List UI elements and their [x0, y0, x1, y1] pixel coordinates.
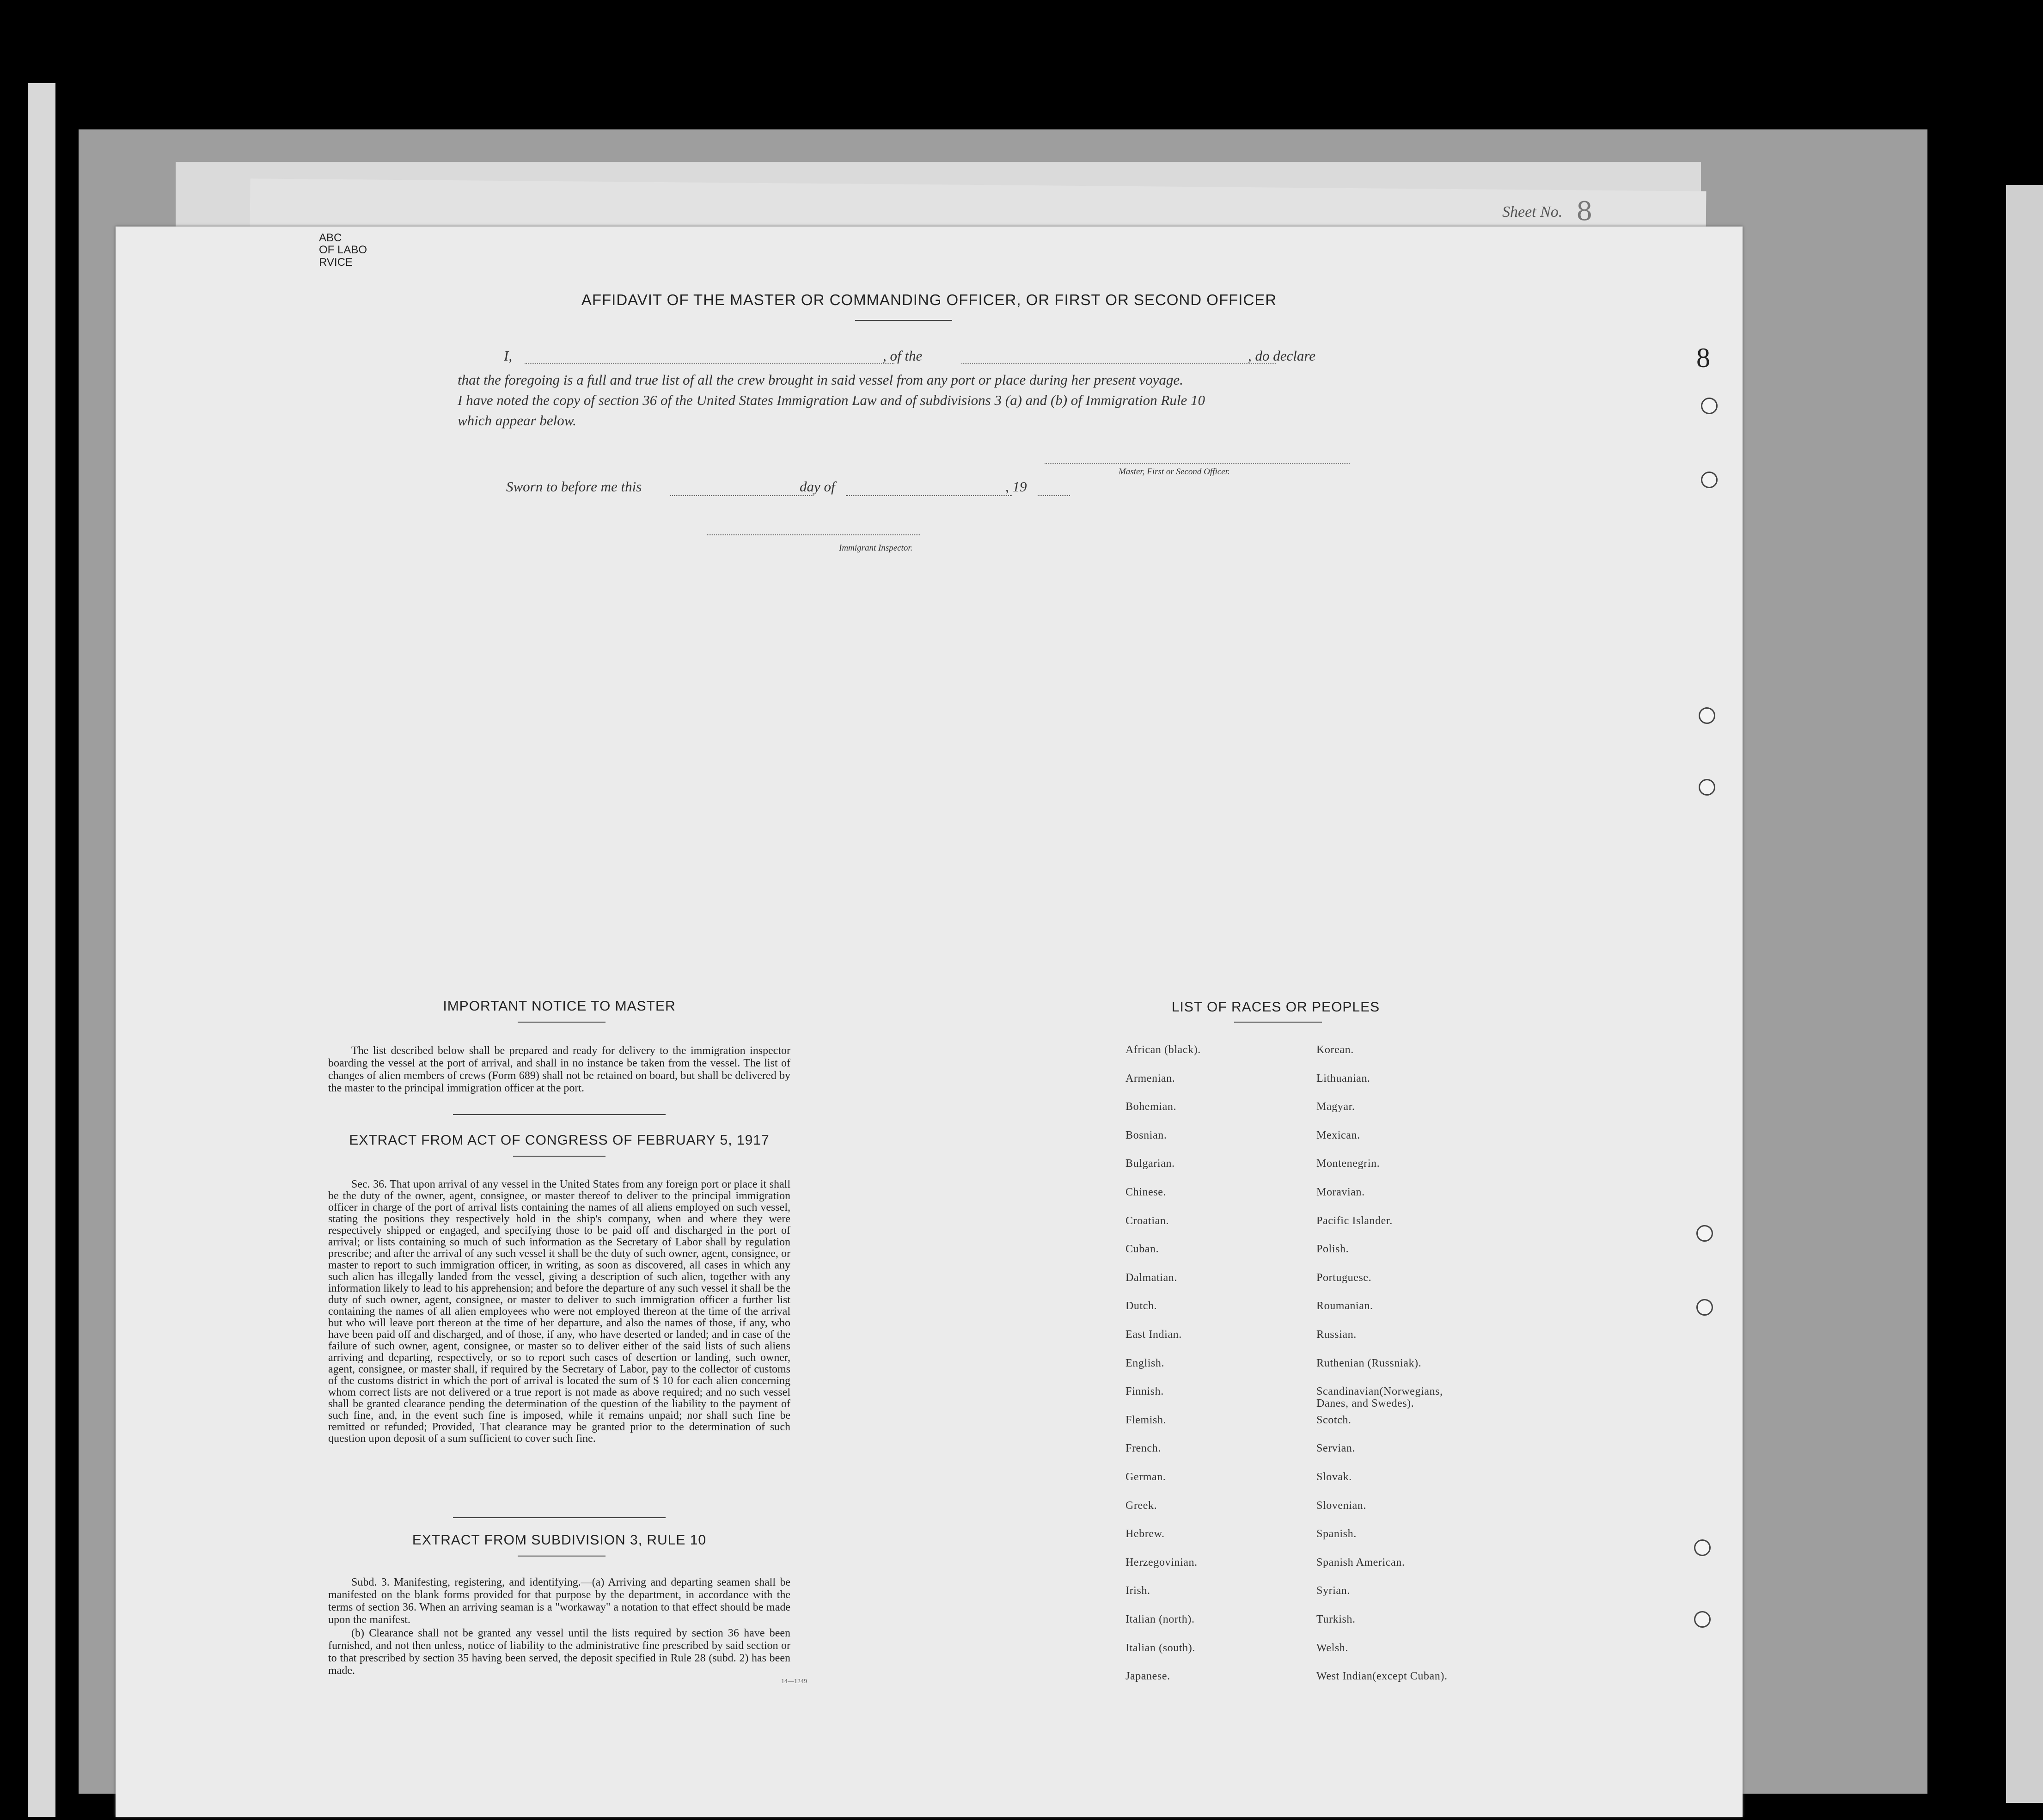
race-item: Syrian.: [1316, 1585, 1350, 1597]
race-item: Slovenian.: [1316, 1499, 1366, 1512]
race-item: Turkish.: [1316, 1613, 1356, 1625]
inspector-signature-line: [707, 534, 920, 535]
race-item: Montenegrin.: [1316, 1158, 1380, 1170]
sworn-label: Sworn to before me this: [506, 478, 642, 495]
day-blank: [670, 495, 814, 496]
corner-stamp-line: OF LABO: [319, 244, 367, 257]
binder-hole: [1699, 779, 1715, 796]
race-item: Polish.: [1316, 1243, 1349, 1256]
notice-rule: [518, 1022, 606, 1023]
notice-title: IMPORTANT NOTICE TO MASTER: [443, 999, 676, 1014]
year-label: , 19: [1005, 478, 1027, 495]
race-item: Scotch.: [1316, 1414, 1352, 1426]
binder-hole: [1701, 398, 1718, 414]
race-item: West Indian(except Cuban).: [1316, 1670, 1448, 1683]
race-item: East Indian.: [1125, 1329, 1182, 1341]
race-item: Moravian.: [1316, 1186, 1365, 1198]
race-item: Lithuanian.: [1316, 1072, 1370, 1085]
master-caption: Master, First or Second Officer.: [1119, 467, 1230, 477]
race-item: Dalmatian.: [1125, 1271, 1177, 1284]
race-item: Dutch.: [1125, 1300, 1157, 1312]
affidavit-i: I,: [504, 348, 513, 364]
edge-sheet-number: 8: [1696, 343, 1710, 373]
sheet-number-label: Sheet No.: [1502, 203, 1563, 221]
races-rule: [1234, 1022, 1322, 1023]
affidavit-title: AFFIDAVIT OF THE MASTER OR COMMANDING OFFICER, OR FIRST OR SECOND OFFICER: [581, 291, 1277, 308]
binder-hole: [1694, 1611, 1711, 1628]
corner-stamp-line: ABC: [319, 232, 342, 244]
adjacent-page-edge: [2006, 185, 2043, 1803]
notice-text: The list described below shall be prepared and ready for delivery to the immigration inspector boarding the vessel at the port of arrival, and shall in no instance be taken from the vessel. The list of changes of alien members of crews (Form 689) shall not be retained on board, but shall be delivered by the master to the principal immigration officer at the port.: [328, 1045, 790, 1094]
day-of-label: day of: [800, 478, 835, 495]
race-item: French.: [1125, 1442, 1161, 1455]
master-signature-line: [1045, 462, 1350, 464]
race-item: African (black).: [1125, 1044, 1201, 1056]
race-item: Magyar.: [1316, 1101, 1355, 1113]
section-rule: [453, 1114, 666, 1115]
corner-stamp: [319, 232, 367, 269]
extract1-title: EXTRACT FROM ACT OF CONGRESS OF FEBRUARY 5, 1917: [349, 1133, 770, 1148]
adjacent-page-edge: [28, 83, 55, 1817]
race-item: Pacific Islander.: [1316, 1214, 1393, 1227]
affidavit-body: [458, 370, 1373, 431]
race-item: Cuban.: [1125, 1243, 1159, 1256]
binder-hole: [1694, 1539, 1711, 1556]
vessel-blank: [961, 363, 1276, 364]
race-item: Servian.: [1316, 1442, 1356, 1455]
race-item: Hebrew.: [1125, 1528, 1165, 1540]
race-item: Spanish.: [1316, 1528, 1357, 1540]
race-item: Scandinavian(Norwegians, Danes, and Swedes).: [1316, 1385, 1443, 1410]
month-blank: [846, 495, 1012, 496]
corner-stamp-line: RVICE: [319, 256, 353, 269]
year-blank: [1038, 495, 1070, 496]
race-item: Irish.: [1125, 1585, 1150, 1597]
binder-hole: [1699, 707, 1715, 724]
extract1-rule: [513, 1156, 606, 1157]
form-number: 14—1249: [781, 1678, 807, 1685]
race-item: Armenian.: [1125, 1072, 1175, 1085]
races-title: LIST OF RACES OR PEOPLES: [1171, 999, 1380, 1015]
race-item: Japanese.: [1125, 1670, 1170, 1683]
affidavit-of-the: , of the: [883, 348, 923, 364]
race-item: Welsh.: [1316, 1642, 1348, 1654]
extract2-title: EXTRACT FROM SUBDIVISION 3, RULE 10: [412, 1532, 707, 1548]
race-item: Bohemian.: [1125, 1101, 1177, 1113]
race-item: Roumanian.: [1316, 1300, 1373, 1312]
sheet-number-value: 8: [1576, 196, 1593, 227]
extract2-text-b: (b) Clearance shall not be granted any vessel until the lists required by section 36 have been furnished, and not then unless, notice of liability to the administrative fine prescribed by said section or to that prescribed by section 35 having been served, the deposit specified in Rule 28 (subd. 2) has been made.: [328, 1627, 790, 1677]
race-item: English.: [1125, 1357, 1165, 1369]
document-page: [116, 227, 1743, 1817]
race-item: Herzegovinian.: [1125, 1556, 1198, 1569]
race-item: German.: [1125, 1471, 1166, 1483]
race-item: Croatian.: [1125, 1214, 1169, 1227]
inspector-caption: Immigrant Inspector.: [839, 543, 913, 553]
section-rule: [453, 1517, 666, 1518]
race-item: Portuguese.: [1316, 1271, 1372, 1284]
race-item: Ruthenian (Russniak).: [1316, 1357, 1422, 1369]
race-item: Spanish American.: [1316, 1556, 1405, 1569]
race-item: Finnish.: [1125, 1385, 1164, 1398]
extract2-text-a: Subd. 3. Manifesting, registering, and identifying.—(a) Arriving and departing seamen shall be manifested on the blank forms provided for that purpose by the department, in accordance with the terms of section 36. When an arriving seaman is a "workaway" a notation to that effect should be made upon the manifest.: [328, 1576, 790, 1626]
binder-hole: [1696, 1225, 1713, 1242]
race-item: Slovak.: [1316, 1471, 1352, 1483]
race-item: Mexican.: [1316, 1129, 1360, 1141]
binder-hole: [1696, 1299, 1713, 1316]
race-item: Russian.: [1316, 1329, 1357, 1341]
affidavit-do-declare: , do declare: [1248, 348, 1316, 364]
affidavit-line: that the foregoing is a full and true list of all the crew brought in said vessel from any port or place during her present voyage.: [458, 372, 1183, 388]
race-item: Italian (north).: [1125, 1613, 1195, 1625]
extract1-text: Sec. 36. That upon arrival of any vessel in the United States from any foreign port or place it shall be the duty of the owner, agent, consignee, or master thereof to deliver to the principal immigration officer in charge of the port of arrival lists containing the names of all aliens employed on such vessel, stating the positions they respectively hold in the ship's company, when and where they were respectively shipped or engaged, and specifying those to be paid off and discharged in the port of arrival; or lists containing so much of such information as the Secretary of Labor shall by regulation prescribe; and after the arrival of any such vessel it shall be the duty of such owner, agent, consignee, or master to report to such immigration officer, in writing, as soon as discovered, all cases in which any such alien has illegally landed from the vessel, giving a description of such alien, together with any information likely to lead to his apprehension; and before the departure of any such vessel it shall be the duty of such owner, agent, consignee, or master to deliver to such immigration officer a further list containing the names of all alien employees who were not employed thereon at the time of the arrival but who will leave port thereon at the time of her departure, and also the names of those, if any, who have been paid off and discharged, and of those, if any, who have deserted or landed; and in case of the failure of such owner, agent, consignee, or master so to deliver either of the said lists of such aliens arriving and departing, respectively, or so to report such cases of desertion or landing, such owner, agent, consignee, or master shall, if required by the Secretary of Labor, pay to the collector of customs of the customs district in which the port of arrival is located the sum of $ 10 for each alien concerning whom correct lists are not delivered or a true report is not made as above required; and no such vessel shall be granted clearance pending the determination of the question of the liability to the payment of such fine, and, in the event such fine is imposed, while it remains unpaid; nor shall such fine be remitted or refunded; Provided, That clearance may be granted prior to the determination of such question upon deposit of a sum sufficient to cover such fine.: [328, 1178, 790, 1445]
name-blank: [525, 363, 894, 364]
race-item: Bosnian.: [1125, 1129, 1167, 1141]
affidavit-line: I have noted the copy of section 36 of the United States Immigration Law and of subdivisions 3 (a) and (b) of Immigration Rule 10: [458, 392, 1205, 408]
race-item: Chinese.: [1125, 1186, 1167, 1198]
race-item: Bulgarian.: [1125, 1158, 1175, 1170]
affidavit-line: which appear below.: [458, 412, 576, 429]
race-item: Korean.: [1316, 1044, 1354, 1056]
race-item: Greek.: [1125, 1499, 1157, 1512]
title-rule: [855, 320, 952, 321]
binder-hole: [1701, 472, 1718, 488]
race-item: Italian (south).: [1125, 1642, 1195, 1654]
race-item: Flemish.: [1125, 1414, 1167, 1426]
